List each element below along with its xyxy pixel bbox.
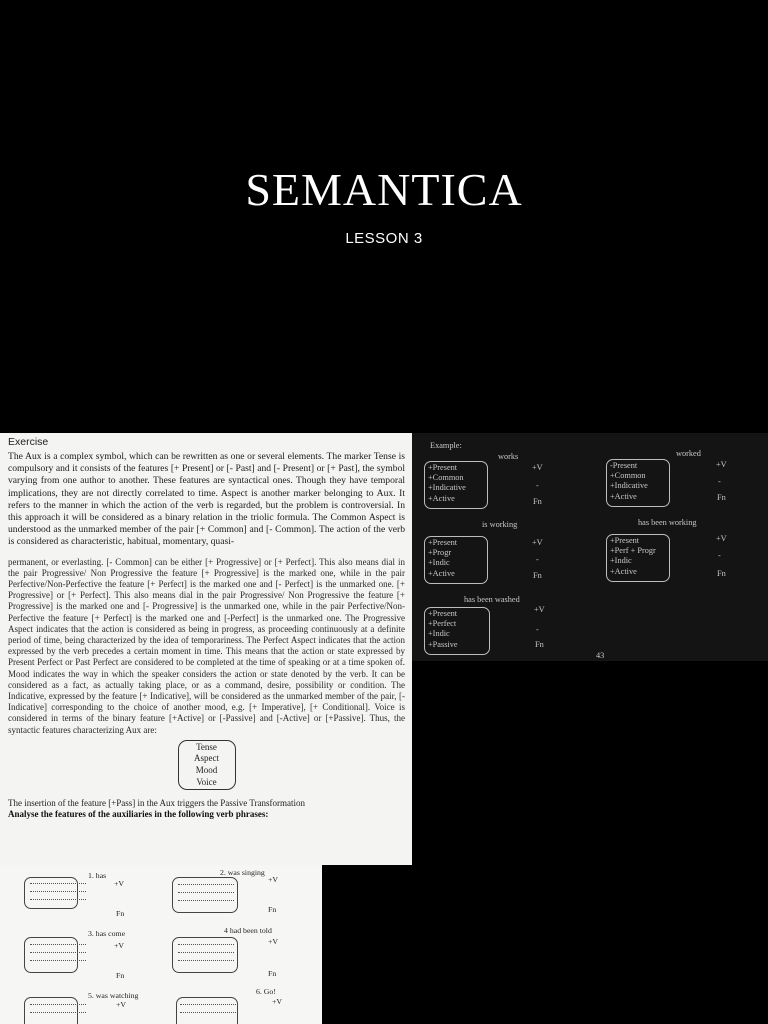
feature-item: +Active: [610, 566, 637, 576]
feature-item: -Present: [610, 461, 638, 470]
feature-item: +Active: [610, 491, 637, 501]
feature-list-has-been-washed: [428, 609, 458, 650]
feature-item: +Progr: [428, 548, 452, 558]
aux-features-box: [178, 740, 236, 790]
feature-item: +Present: [428, 609, 458, 618]
analyse-instruction: Analyse the features of the auxiliaries in the following verb phrases:: [8, 808, 269, 819]
example-scan-image: [412, 433, 768, 661]
feature-item: +Perfect: [428, 619, 457, 629]
exercise-item-3: 3. has come: [88, 929, 126, 938]
verb-has-been-washed: has been washed: [464, 595, 520, 604]
feature-item: +Present: [428, 538, 458, 547]
fn-label: Fn: [717, 569, 726, 578]
feature-item: +Common: [610, 471, 646, 481]
exercise-paragraph-2: permanent, or everlasting. [- Common] can be either [+ Progressive] or [+ Perfect]. This also means dial in the pair Progressive/ Non Progressive the feature [+ Progressive] is the marked one, while in the pair Perfective/Non-Perfective the feature [+ Perfect] is the marked one and [- Perfect] is the unmarked one. [+ Progressive] or [+ Perfect]. This also means dial in the pair Progressive/ Non Progressive the feature [+ Progressive] is the marked one and [- Progressive] is the unmarked one, while in the pair Perfective/Non-Perfective the feature [+ Perfect] is the marked one and [-Perfect] is the unmarked one. The Progressive Aspect indicates that the action is considered as being in progress, as proceeding continuously at a definite period of time, being characterized by the idea of temporariness. The Perfect Aspect indicates that the action expressed by the verb precedes a certain moment in time. This means that the action or state expressed by Present Perfect or Past Perfect are considered to be completed at the time of speaking or at a time spoken of. Mood indicates the way in which the speaker considers the action or state denoted by the verb. It can be considered as a fact, as actually taking place, or as a command, desire, possibility or condition. The Indicative, expressed by the feature [+ Indicative], will be considered as the unmarked member of the pair, [-Indicative] corresponding to the choice of another mood, e.g. [+ Imperative], [+ Conditional]. Voice is considered in terms of the binary feature [+Active] or [-Passive] and [-Active] or [+Passive]. Thus, the syntactic features characterizing Aux are:: [8, 556, 405, 735]
answer-box: [24, 877, 78, 909]
feature-list-works: [428, 463, 466, 504]
feature-list-is-working: [428, 538, 457, 579]
feature-mood: Mood: [195, 765, 218, 776]
fn-label: Fn: [116, 971, 125, 980]
plus-v-label: +V: [116, 1000, 127, 1009]
exercise-items-scan: [0, 865, 322, 1024]
exercise-item-2: 2. was singing: [220, 868, 265, 877]
answer-box: [172, 877, 238, 913]
dash-label: -: [536, 555, 539, 564]
fn-label: Fn: [268, 969, 277, 978]
plus-v-label: +V: [272, 997, 283, 1006]
answer-box: [172, 937, 238, 973]
fn-label: Fn: [533, 571, 542, 580]
verb-is-working: is working: [482, 520, 518, 529]
dash-label: -: [718, 551, 721, 560]
exercise-item-4: 4 had been told: [224, 926, 272, 935]
feature-item: +Indicative: [428, 483, 466, 493]
feature-aspect: Aspect: [194, 753, 219, 764]
dash-label: -: [718, 477, 721, 486]
answer-box: [176, 997, 238, 1024]
plus-v-label: +V: [268, 875, 279, 884]
fn-label: Fn: [268, 905, 277, 914]
feature-item: +Active: [428, 493, 455, 503]
exercise-item-1: 1. has: [88, 871, 107, 880]
verb-works: works: [498, 452, 519, 461]
answer-box: [24, 937, 78, 973]
feature-list-worked: [610, 461, 648, 502]
dash-label: -: [536, 625, 539, 634]
feature-item: +Passive: [428, 639, 458, 649]
passive-transformation-text: The insertion of the feature [+Pass] in the Aux triggers the Passive Transformation: [8, 797, 306, 808]
fn-label: Fn: [116, 909, 125, 918]
feature-item: +Present: [428, 463, 458, 472]
feature-item: +Active: [428, 568, 455, 578]
answer-box: [24, 997, 78, 1024]
exercise-heading: Exercise: [8, 436, 49, 448]
feature-item: +Indic: [610, 556, 632, 566]
exercise-item-6: 6. Go!: [256, 987, 276, 996]
plus-v-label: +V: [532, 463, 543, 472]
feature-item: +Indic: [428, 629, 450, 639]
fn-label: Fn: [717, 493, 726, 502]
slide-title: SEMANTICA: [245, 164, 523, 215]
verb-has-been-working: has been working: [638, 518, 697, 527]
plus-v-label: +V: [268, 937, 279, 946]
fn-label: Fn: [533, 497, 542, 506]
feature-item: +Indicative: [610, 481, 648, 491]
dash-label: -: [536, 481, 539, 490]
feature-item: +Indic: [428, 558, 450, 568]
exercise-paragraph-1: The Aux is a complex symbol, which can be rewritten as one or several elements. The marker Tense is compulsory and it consists of the features [+ Present] or [- Past] and [- Present] or [+ Past], the symbol varying from one author to another. These features are syntactical ones. Though they have temporal implications, they are not directly correlated to time. Aspect is another marker belonging to Aux. It refers to the manner in which the action of the verb is regarded, but the problem is controversial. In this approach it will be considered as a binary relation in the triolic formula. The Common Aspect is understood as the unmarked member of the pair [+ Common] and [- Common]. The action of the verb is considered as characteristic, habitual, momentary, quasi-: [8, 451, 405, 548]
plus-v-label: +V: [532, 538, 543, 547]
page-number: 43: [596, 651, 605, 660]
plus-v-label: +V: [716, 460, 727, 469]
feature-list-has-been-working: [610, 536, 656, 577]
feature-item: +Perf + Progr: [610, 546, 656, 556]
slide-subtitle: LESSON 3: [345, 230, 423, 247]
plus-v-label: +V: [534, 605, 545, 614]
plus-v-label: +V: [716, 534, 727, 543]
feature-tense: Tense: [196, 741, 217, 752]
plus-v-label: +V: [114, 941, 125, 950]
feature-item: +Present: [610, 536, 640, 545]
verb-worked: worked: [676, 449, 701, 458]
fn-label: Fn: [535, 640, 544, 649]
exercise-item-5: 5. was watching: [88, 991, 139, 1000]
feature-item: +Common: [428, 473, 464, 483]
example-label: Example:: [430, 441, 462, 450]
exercise-scan-image: [0, 433, 412, 865]
feature-voice: Voice: [196, 776, 217, 787]
plus-v-label: +V: [114, 879, 125, 888]
